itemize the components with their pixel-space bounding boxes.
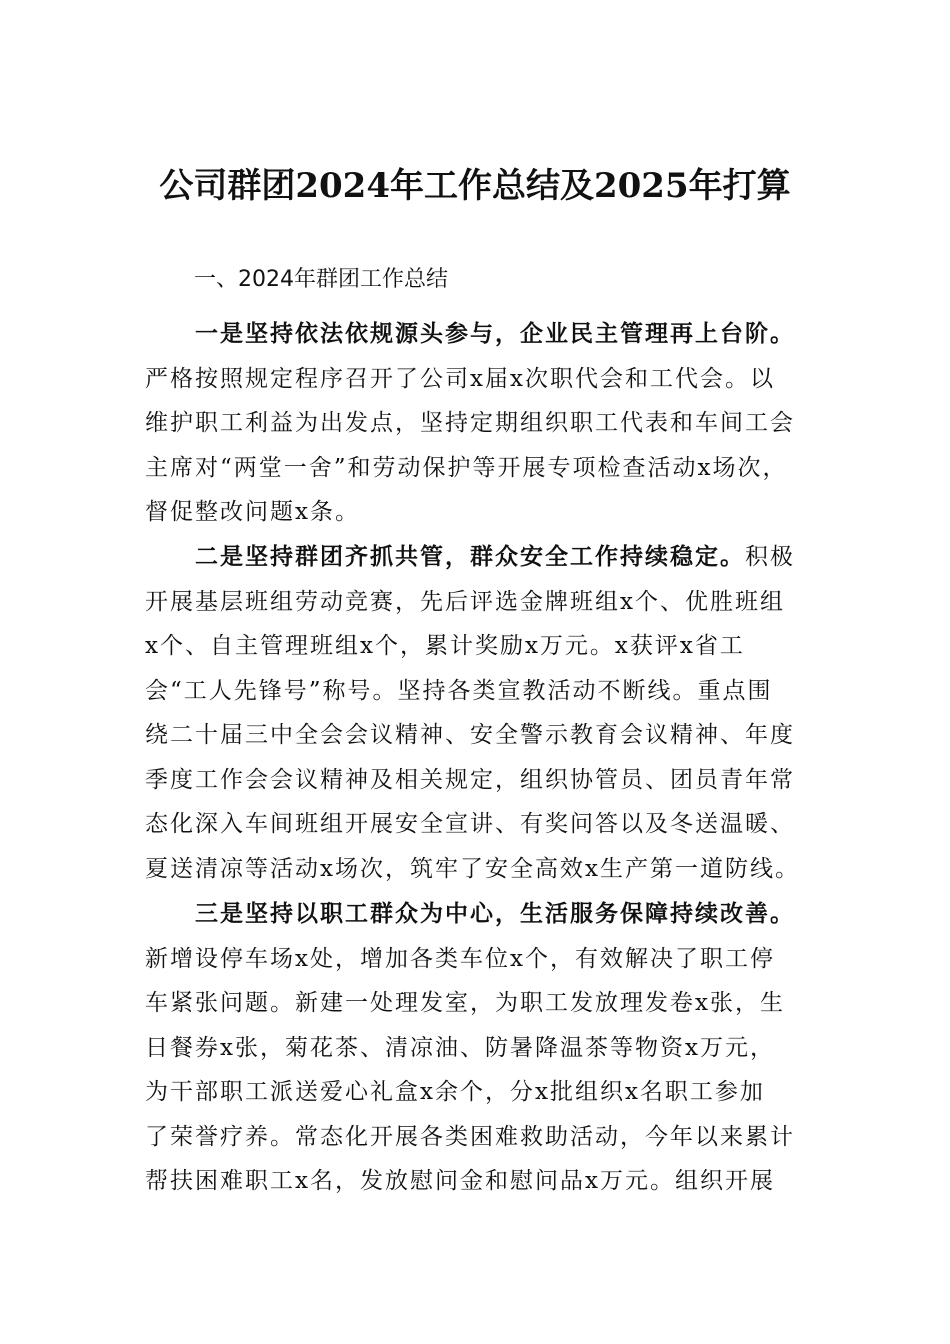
paragraph-3-line: 为干部职工派送爱心礼盒x余个，分x批组织x名职工参加 bbox=[145, 1079, 765, 1105]
paragraph-3-line: 车紧张问题。新建一处理发室，为职工发放理发卷x张，生 bbox=[145, 990, 785, 1016]
section-heading: 一、2024年群团工作总结 bbox=[194, 267, 448, 292]
paragraph-3-line: 了荣誉疗养。常态化开展各类困难救助活动，今年以来累计 bbox=[145, 1123, 795, 1150]
paragraph-2-line: 绕二十届三中全会会议精神、安全警示教育会议精神、年度 bbox=[145, 722, 795, 748]
paragraph-1-lead: 一是坚持依法依规源头参与，企业民主管理再上台阶。 bbox=[195, 320, 795, 347]
paragraph-2-line: 夏送清凉等活动x场次，筑牢了安全高效x生产第一道防线。 bbox=[145, 855, 800, 882]
paragraph-2-lead-tail: 积极 bbox=[745, 544, 795, 570]
paragraph-1 bbox=[145, 312, 815, 535]
paragraph-2-line: 会“工人先锋号”称号。坚持各类宣教活动不断线。重点围 bbox=[145, 677, 773, 704]
paragraph-2-first-line bbox=[145, 535, 815, 580]
paragraph-3 bbox=[145, 892, 815, 1204]
paragraph-2-line: 季度工作会会议精神及相关规定，组织协管员、团员青年常 bbox=[145, 766, 795, 793]
paragraph-3-line: 日餐券x张，菊花茶、清凉油、防暑降温茶等物资x万元， bbox=[145, 1034, 775, 1061]
paragraph-1-line: 维护职工利益为出发点，坚持定期组织职工代表和车间工会 bbox=[145, 410, 795, 436]
paragraph-1-line: 严格按照规定程序召开了公司x届x次职代会和工代会。以 bbox=[145, 365, 775, 392]
paragraph-3-line: 新增设停车场x处，增加各类车位x个，有效解决了职工停 bbox=[145, 945, 775, 972]
paragraph-2-line: 开展基层班组劳动竞赛，先后评选金牌班组x个、优胜班组 bbox=[145, 588, 785, 615]
paragraph-2 bbox=[145, 535, 815, 891]
document-title: 公司群团2024年工作总结及2025年打算 bbox=[159, 166, 791, 206]
paragraph-2-line: 态化深入车间班组开展安全宣讲、有奖问答以及冬送温暖、 bbox=[145, 811, 795, 837]
paragraph-2-lead: 二是坚持群团齐抓共管，群众安全工作持续稳定。 bbox=[195, 543, 745, 570]
paragraph-2-line: x个、自主管理班组x个，累计奖励x万元。x获评x省工 bbox=[145, 633, 745, 659]
paragraph-3-line: 帮扶困难职工x名，发放慰问金和慰问品x万元。组织开展 bbox=[145, 1168, 775, 1194]
paragraph-1-line: 督促整改问题x条。 bbox=[145, 499, 360, 525]
paragraph-3-lead: 三是坚持以职工群众为中心，生活服务保障持续改善。 bbox=[195, 900, 795, 927]
paragraph-1-line: 主席对“两堂一舍”和劳动保护等开展专项检查活动x场次， bbox=[145, 454, 788, 481]
